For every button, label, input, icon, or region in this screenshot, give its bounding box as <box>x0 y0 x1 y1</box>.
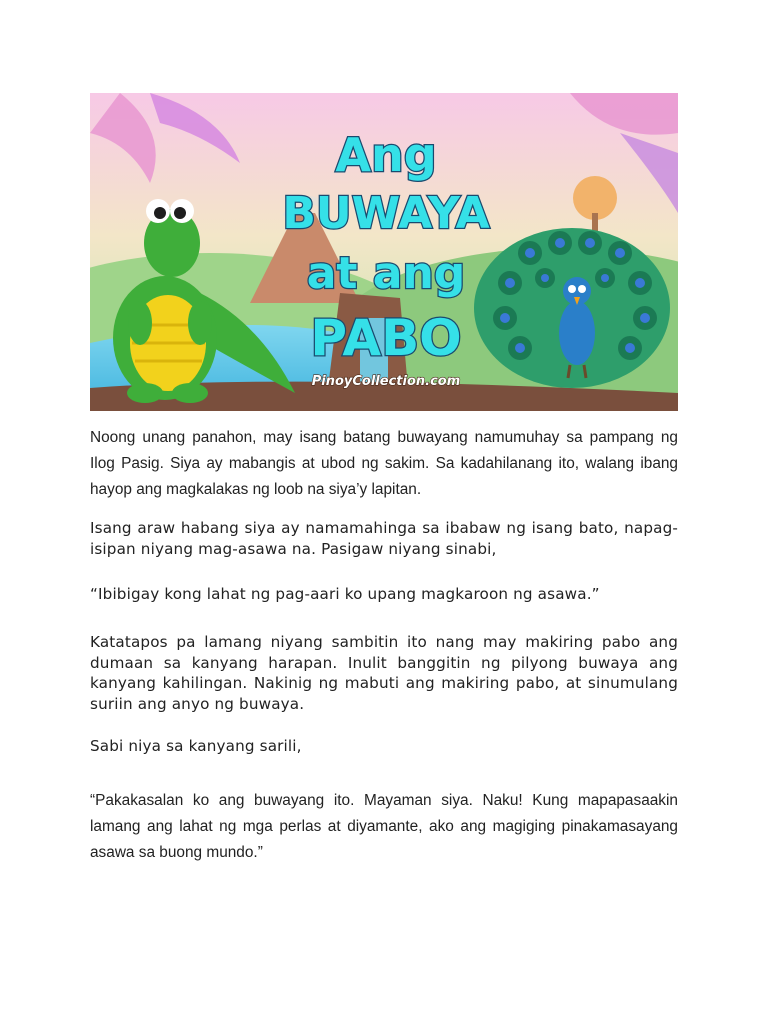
title-line-4: PABO <box>310 309 462 367</box>
title-line-3: at ang <box>306 248 466 299</box>
title-line-2: BUWAYA <box>282 188 490 239</box>
story-banner-image <box>90 93 678 411</box>
story-paragraph-4: Katatapos pa lamang niyang sambitin ito nang may makiring pabo ang dumaan sa kanyang harapan. Inulit banggitin ng pilyong buwaya ang kanyang kahilingan. Nakinig ng mabuti ang makiring pabo, at sinumulang suriin ang anyo ng buwaya. <box>90 633 678 713</box>
story-paragraph-5: Sabi niya sa kanyang sarili, <box>90 737 302 755</box>
story-paragraph-6: “Pakakasalan ko ang buwayang ito. Mayaman siya. Naku! Kung mapapasaakin lamang ang lahat ng mga perlas at diyamante, ako ang magiging pinakamasayang asawa sa buong mundo.” <box>90 792 678 861</box>
banner-illustration <box>90 93 678 411</box>
peacock-character <box>474 228 670 388</box>
title-line-1: Ang <box>335 128 437 182</box>
story-paragraph-2: Isang araw habang siya ay namamahinga sa ibabaw ng isang bato, napag-isipan niyang mag-asawa na. Pasigaw niyang sinabi, <box>90 519 678 558</box>
watermark-text: PinoyCollection.com <box>311 374 461 389</box>
story-paragraph-3: “Ibibigay kong lahat ng pag-aari ko upang magkaroon ng asawa.” <box>90 585 600 603</box>
story-paragraph-1: Noong unang panahon, may isang batang buwayang namumuhay sa pampang ng Ilog Pasig. Siya ay mabangis at ubod ng sakim. Sa kadahilanang ito, walang ibang hayop ang magkalakas ng loob na siya’y lapitan. <box>90 429 678 498</box>
